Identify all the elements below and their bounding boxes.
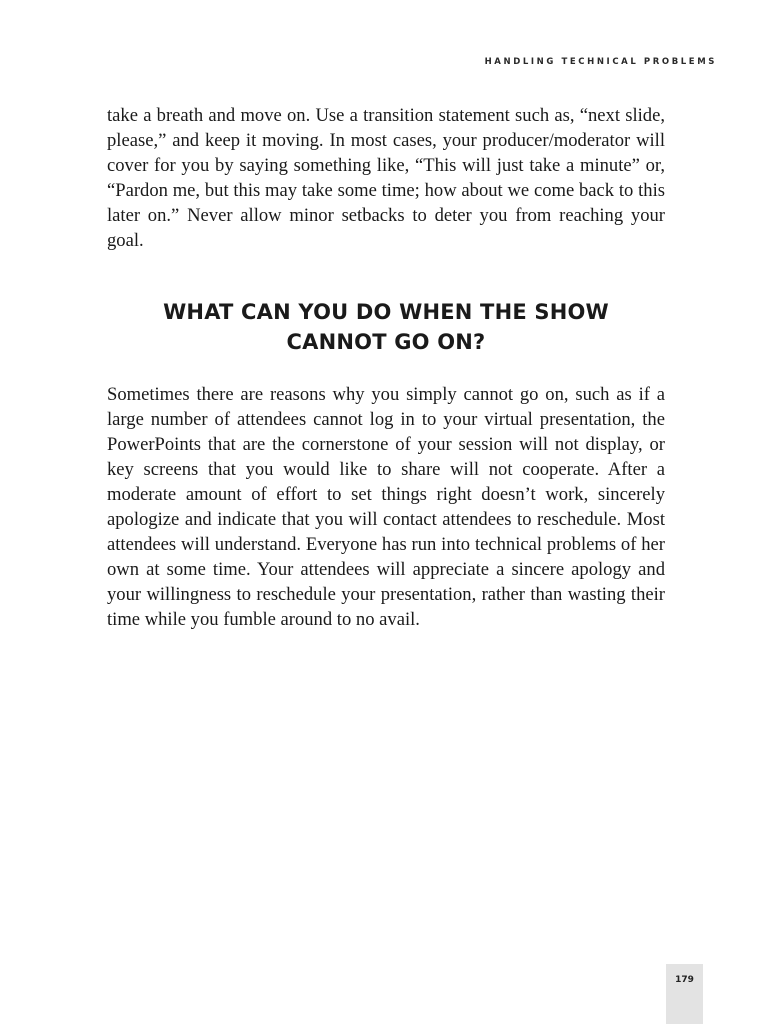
section-heading-line: CANNOT GO ON? (286, 330, 486, 354)
section-heading-line: WHAT CAN YOU DO WHEN THE SHOW (163, 300, 609, 324)
body-paragraph: take a breath and move on. Use a transition statement such as, “next slide, please,” and keep it moving. In most cases, your producer/moderator will cover for you by saying something like, “This will just take a minute” or, “Pardon me, but this may take some time; how about we come back to this later on.” Never allow minor setbacks to deter you from reaching your goal. (107, 105, 665, 251)
page-number-tab (666, 964, 703, 1024)
section-heading (107, 297, 665, 357)
running-header: HANDLING TECHNICAL PROBLEMS (484, 57, 717, 67)
body-paragraph: Sometimes there are reasons why you simply cannot go on, such as if a large number of attendees cannot log in to your virtual presentation, the PowerPoints that are the cornerstone of your session will not display, or key screens that you would like to share will not cooperate. After a moderate amount of effort to set things right doesn’t work, sincerely apologize and indicate that you will contact attendees to reschedule. Most attendees will understand. Everyone has run into technical problems of her own at some time. Your attendees will appreciate a sincere apology and your willingness to reschedule your presentation, rather than wasting their time while you fumble around to no avail. (107, 384, 665, 630)
page-number: 179 (675, 975, 694, 985)
